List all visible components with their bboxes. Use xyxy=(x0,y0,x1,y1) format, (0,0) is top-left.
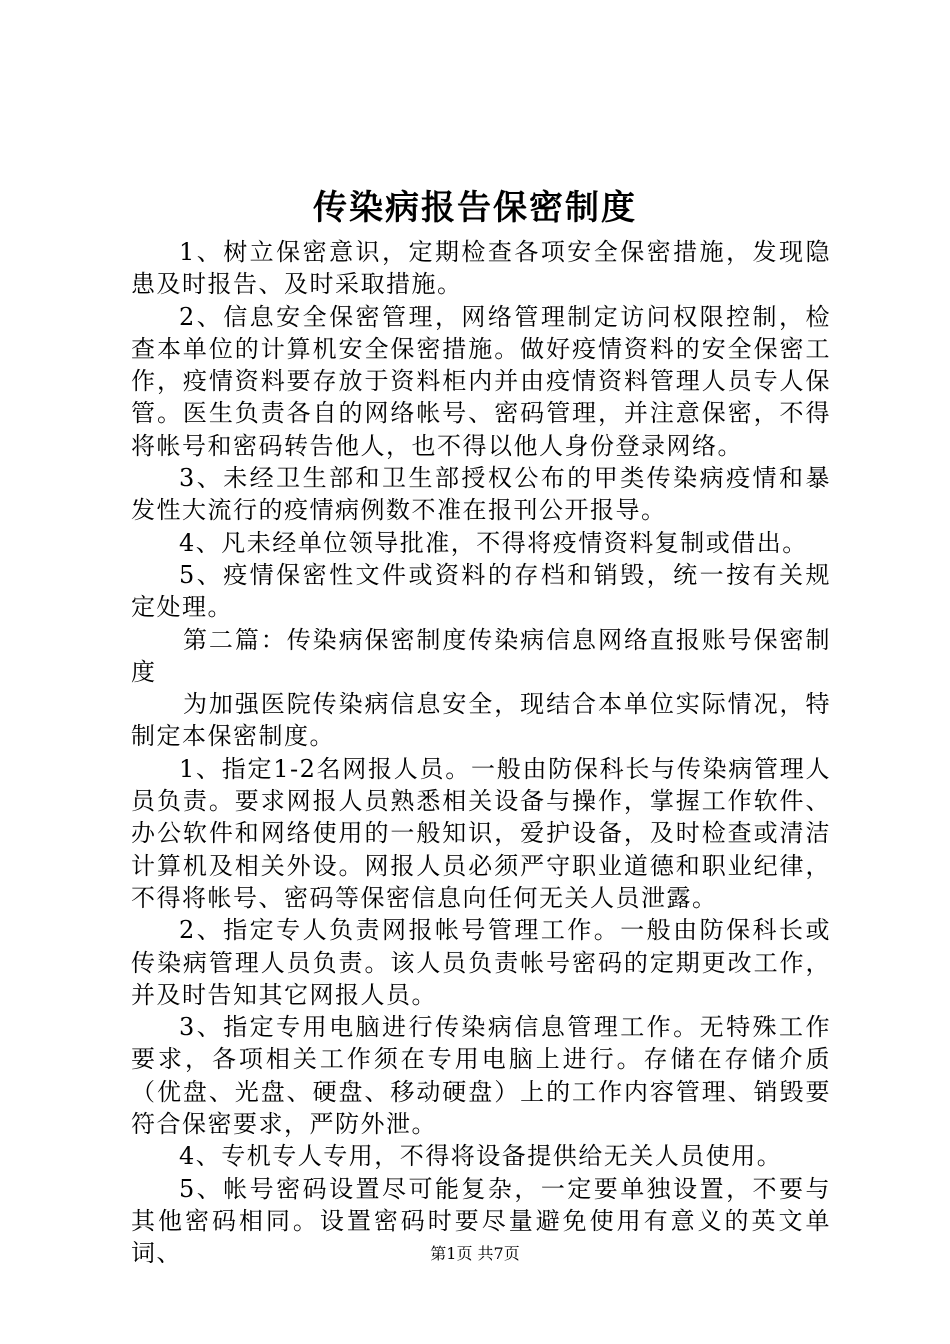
paragraph-1: 1、树立保密意识，定期检查各项安全保密措施，发现隐患及时报告、及时采取措施。 xyxy=(131,238,831,299)
paragraph-rule-2: 2、指定专人负责网报帐号管理工作。一般由防保科长或传染病管理人员负责。该人员负责帐号密码的定期更改工作，并及时告知其它网报人员。 xyxy=(131,916,831,1009)
paragraph-rule-3: 3、指定专用电脑进行传染病信息管理工作。无特殊工作要求，各项相关工作须在专用电脑上进行。存储在存储介质（优盘、光盘、硬盘、移动硬盘）上的工作内容管理、销毁要符合保密要求，严防外泄。 xyxy=(131,1013,831,1139)
paragraph-intro: 为加强医院传染病信息安全，现结合本单位实际情况，特制定本保密制度。 xyxy=(131,690,831,751)
paragraph-rule-5: 5、帐号密码设置尽可能复杂，一定要单独设置，不要与其他密码相同。设置密码时要尽量避免使用有意义的英文单词、 xyxy=(131,1174,831,1268)
section-heading-second-part: 第二篇：传染病保密制度传染病信息网络直报账号保密制度 xyxy=(131,625,831,686)
paragraph-3: 3、未经卫生部和卫生部授权公布的甲类传染病疫情和暴发性大流行的疫情病例数不准在报刊公开报导。 xyxy=(131,464,831,525)
document-title: 传染病报告保密制度 xyxy=(313,188,637,228)
paragraph-rule-4: 4、专机专人专用，不得将设备提供给无关人员使用。 xyxy=(179,1142,783,1171)
paragraph-4: 4、凡未经单位领导批准，不得将疫情资料复制或借出。 xyxy=(179,528,808,557)
paragraph-2: 2、信息安全保密管理，网络管理制定访问权限控制，检查本单位的计算机安全保密措施。做好疫情资料的安全保密工作，疫情资料要存放于资料柜内并由疫情资料管理人员专人保管。医生负责各自的网络帐号、密码管理，并注意保密，不得将帐号和密码转告他人，也不得以他人身份登录网络。 xyxy=(131,302,831,460)
paragraph-rule-1: 1、指定1-2名网报人员。一般由防保科长与传染病管理人员负责。要求网报人员熟悉相关设备与操作，掌握工作软件、办公软件和网络使用的一般知识，爱护设备，及时检查或清洁计算机及相关外设。网报人员必须严守职业道德和职业纪律，不得将帐号、密码等保密信息向任何无关人员泄露。 xyxy=(131,754,831,912)
page-footer: 第1页 共7页 xyxy=(430,1244,520,1263)
paragraph-5: 5、疫情保密性文件或资料的存档和销毁，统一按有关规定处理。 xyxy=(131,560,831,622)
document-body xyxy=(131,236,831,1270)
